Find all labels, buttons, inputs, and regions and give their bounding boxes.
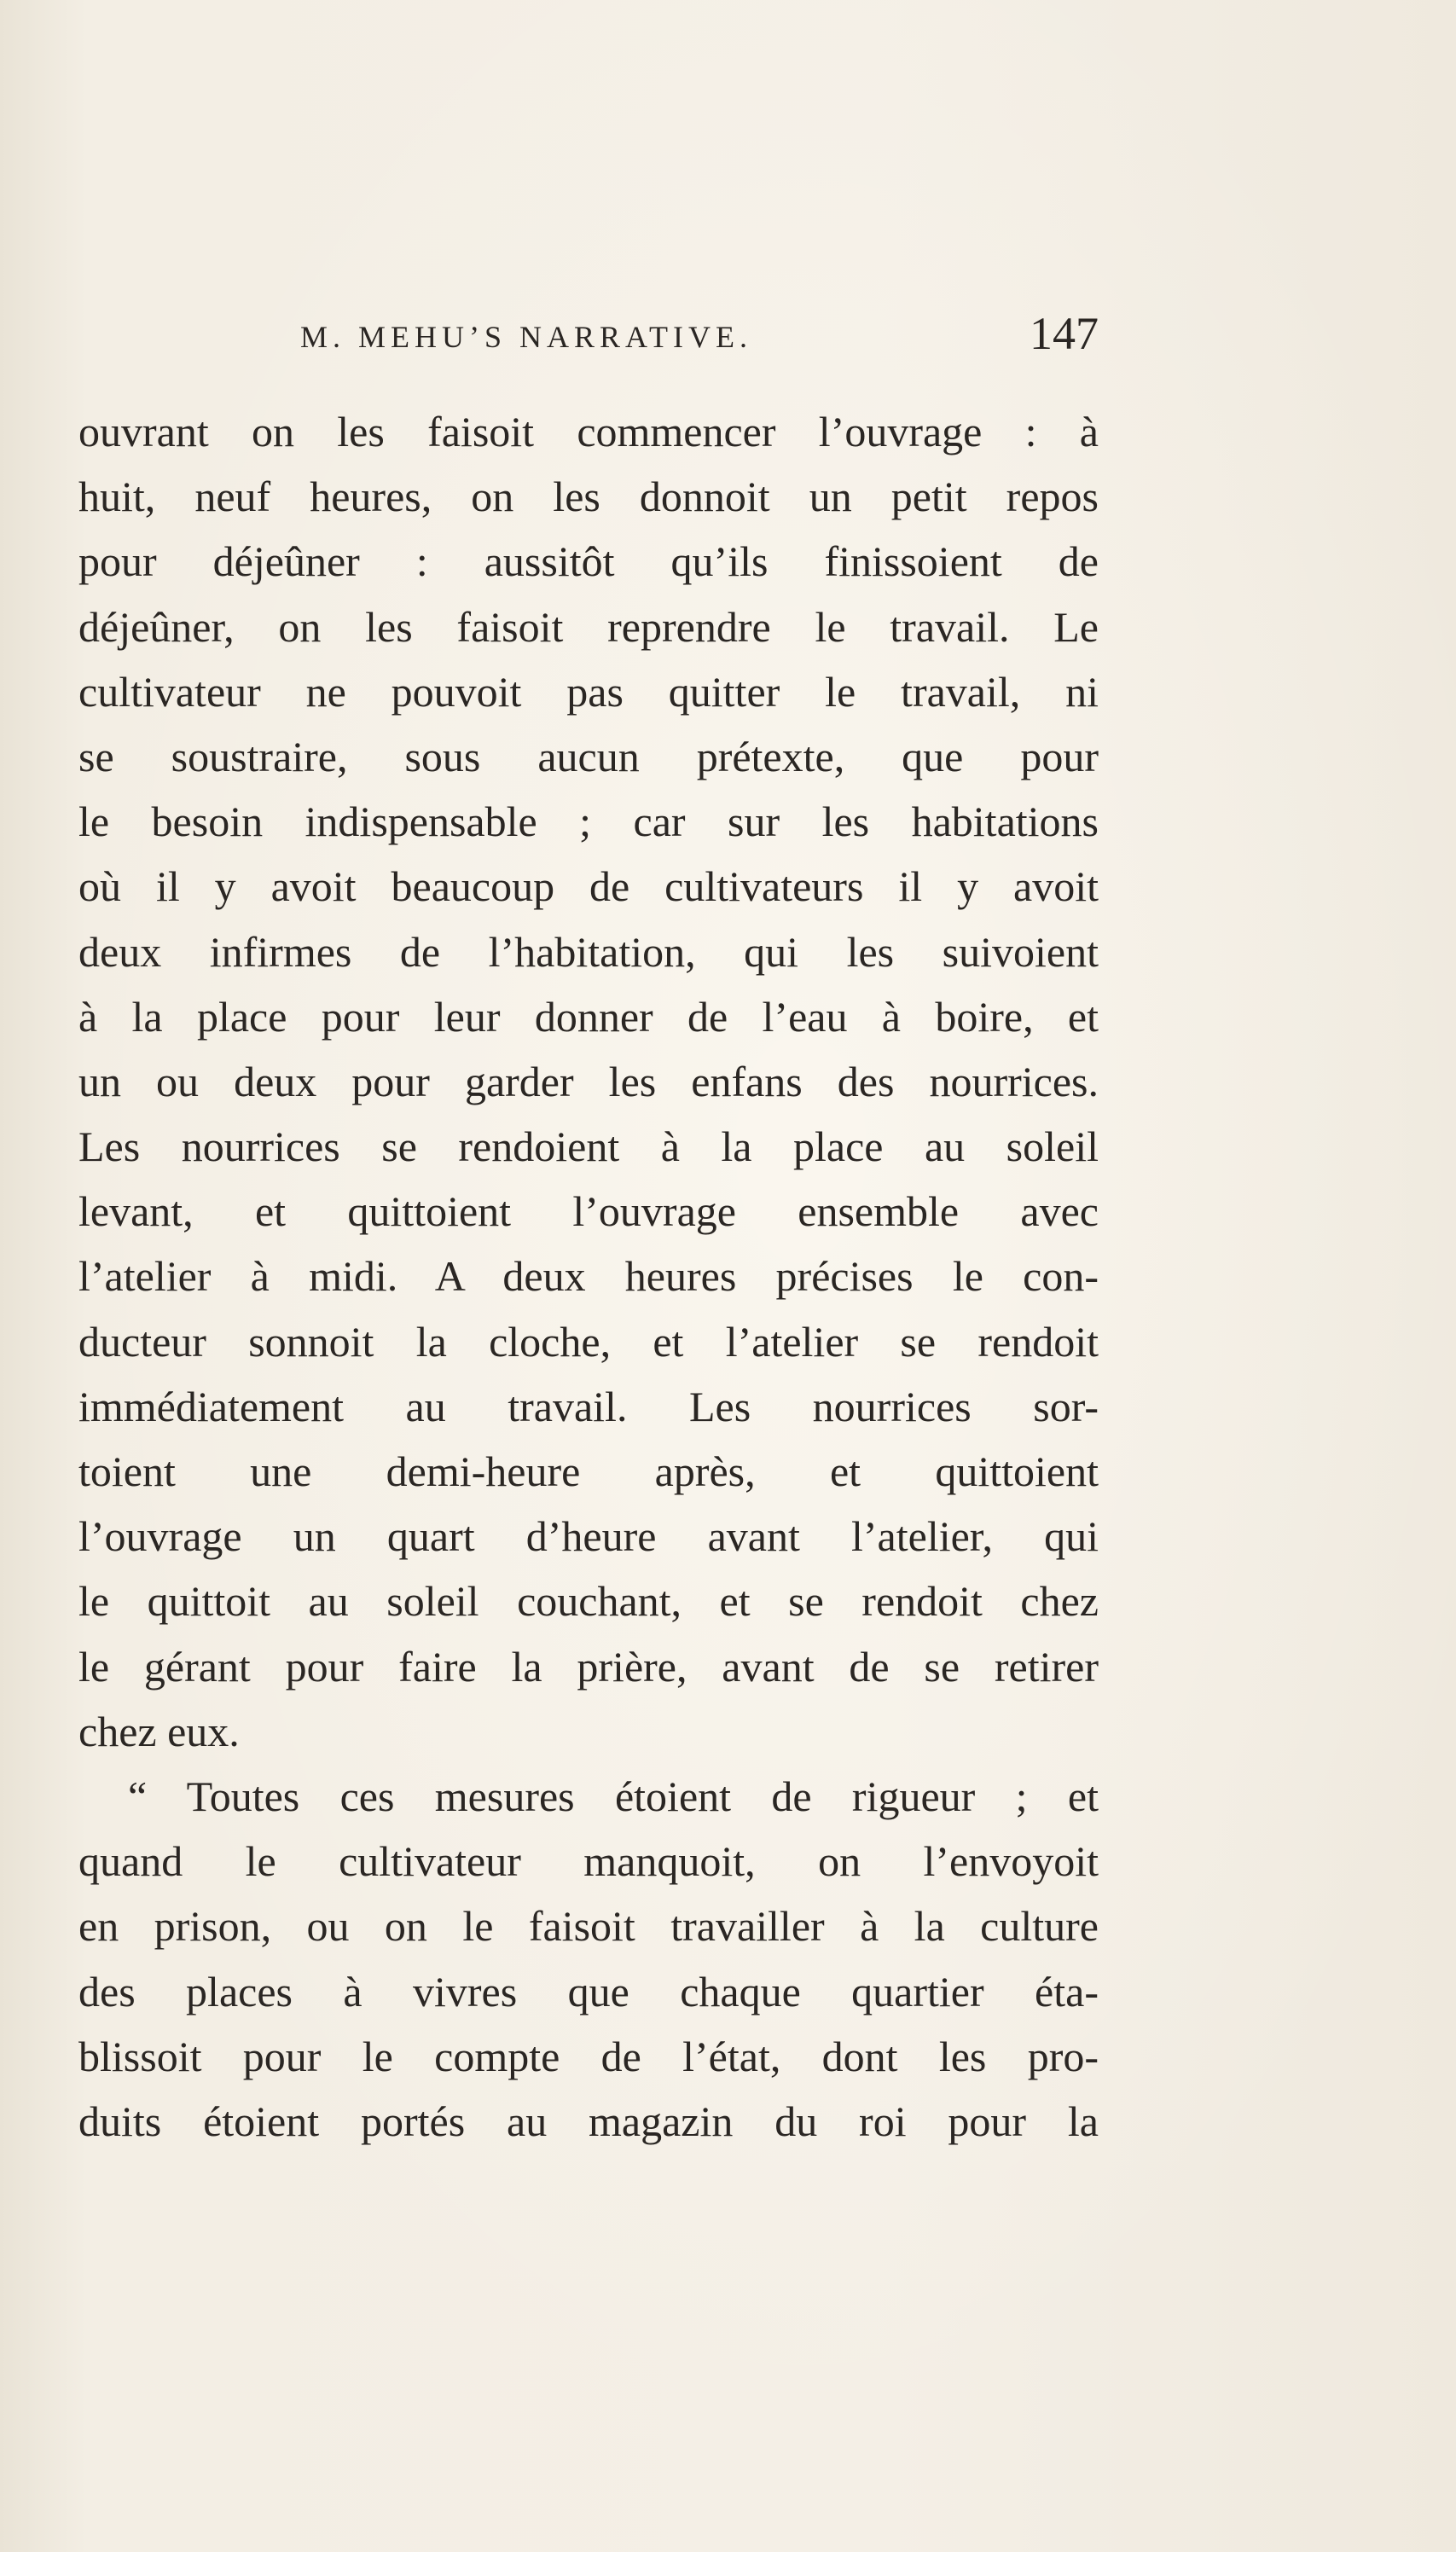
text-line: toient une demi-heure après, et quittoient xyxy=(78,1447,1099,1495)
text-line: des places à vivres que chaque quartier éta- xyxy=(78,1967,1099,2016)
text-line: “ Toutes ces mesures étoient de rigueur ; et xyxy=(128,1772,1099,1820)
text-line: un ou deux pour garder les enfans des nourrices. xyxy=(78,1057,1099,1105)
text-line: ducteur sonnoit la cloche, et l’atelier se rendoit xyxy=(78,1317,1099,1366)
text-line: ouvrant on les faisoit commencer l’ouvrage : à xyxy=(78,408,1099,455)
running-title: M. MEHU’S NARRATIVE. xyxy=(300,320,753,354)
text-line: le gérant pour faire la prière, avant de se retirer xyxy=(78,1642,1099,1691)
text-line: duits étoient portés au magazin du roi pour la xyxy=(78,2097,1099,2145)
text-line: pour déjeûner : aussitôt qu’ils finissoient de xyxy=(78,537,1099,586)
text-line: chez eux. xyxy=(78,1707,240,1755)
body-text xyxy=(78,399,1099,2154)
text-line: où il y avoit beaucoup de cultivateurs il y avoit xyxy=(78,862,1099,911)
paragraph-1 xyxy=(78,399,1099,1764)
paragraph-2 xyxy=(78,1764,1099,2154)
text-line: à la place pour leur donner de l’eau à boire, et xyxy=(78,992,1099,1041)
text-line: cultivateur ne pouvoit pas quitter le travail, ni xyxy=(78,667,1099,716)
text-line: deux infirmes de l’habitation, qui les suivoient xyxy=(78,927,1099,976)
text-line: se soustraire, sous aucun prétexte, que pour xyxy=(78,732,1099,780)
text-line: en prison, ou on le faisoit travailler à la culture xyxy=(78,1902,1099,1951)
text-line: huit, neuf heures, on les donnoit un petit repos xyxy=(78,473,1099,521)
text-line: le besoin indispensable ; car sur les habitations xyxy=(78,798,1099,846)
text-line: déjeûner, on les faisoit reprendre le travail. Le xyxy=(78,602,1099,651)
text-line: Les nourrices se rendoient à la place au soleil xyxy=(78,1122,1099,1171)
text-line: immédiatement au travail. Les nourrices sor- xyxy=(78,1382,1099,1430)
text-line: l’atelier à midi. A deux heures précises le con- xyxy=(78,1252,1099,1301)
text-line: levant, et quittoient l’ouvrage ensemble avec xyxy=(78,1187,1099,1236)
text-line: l’ouvrage un quart d’heure avant l’atelier, qui xyxy=(78,1512,1099,1561)
running-head xyxy=(78,307,1099,367)
page-number: 147 xyxy=(1030,308,1099,359)
text-line: quand le cultivateur manquoit, on l’envoyoit xyxy=(78,1837,1099,1886)
text-line: le quittoit au soleil couchant, et se rendoit chez xyxy=(78,1577,1099,1626)
text-line: blissoit pour le compte de l’état, dont les pro- xyxy=(78,2032,1099,2080)
